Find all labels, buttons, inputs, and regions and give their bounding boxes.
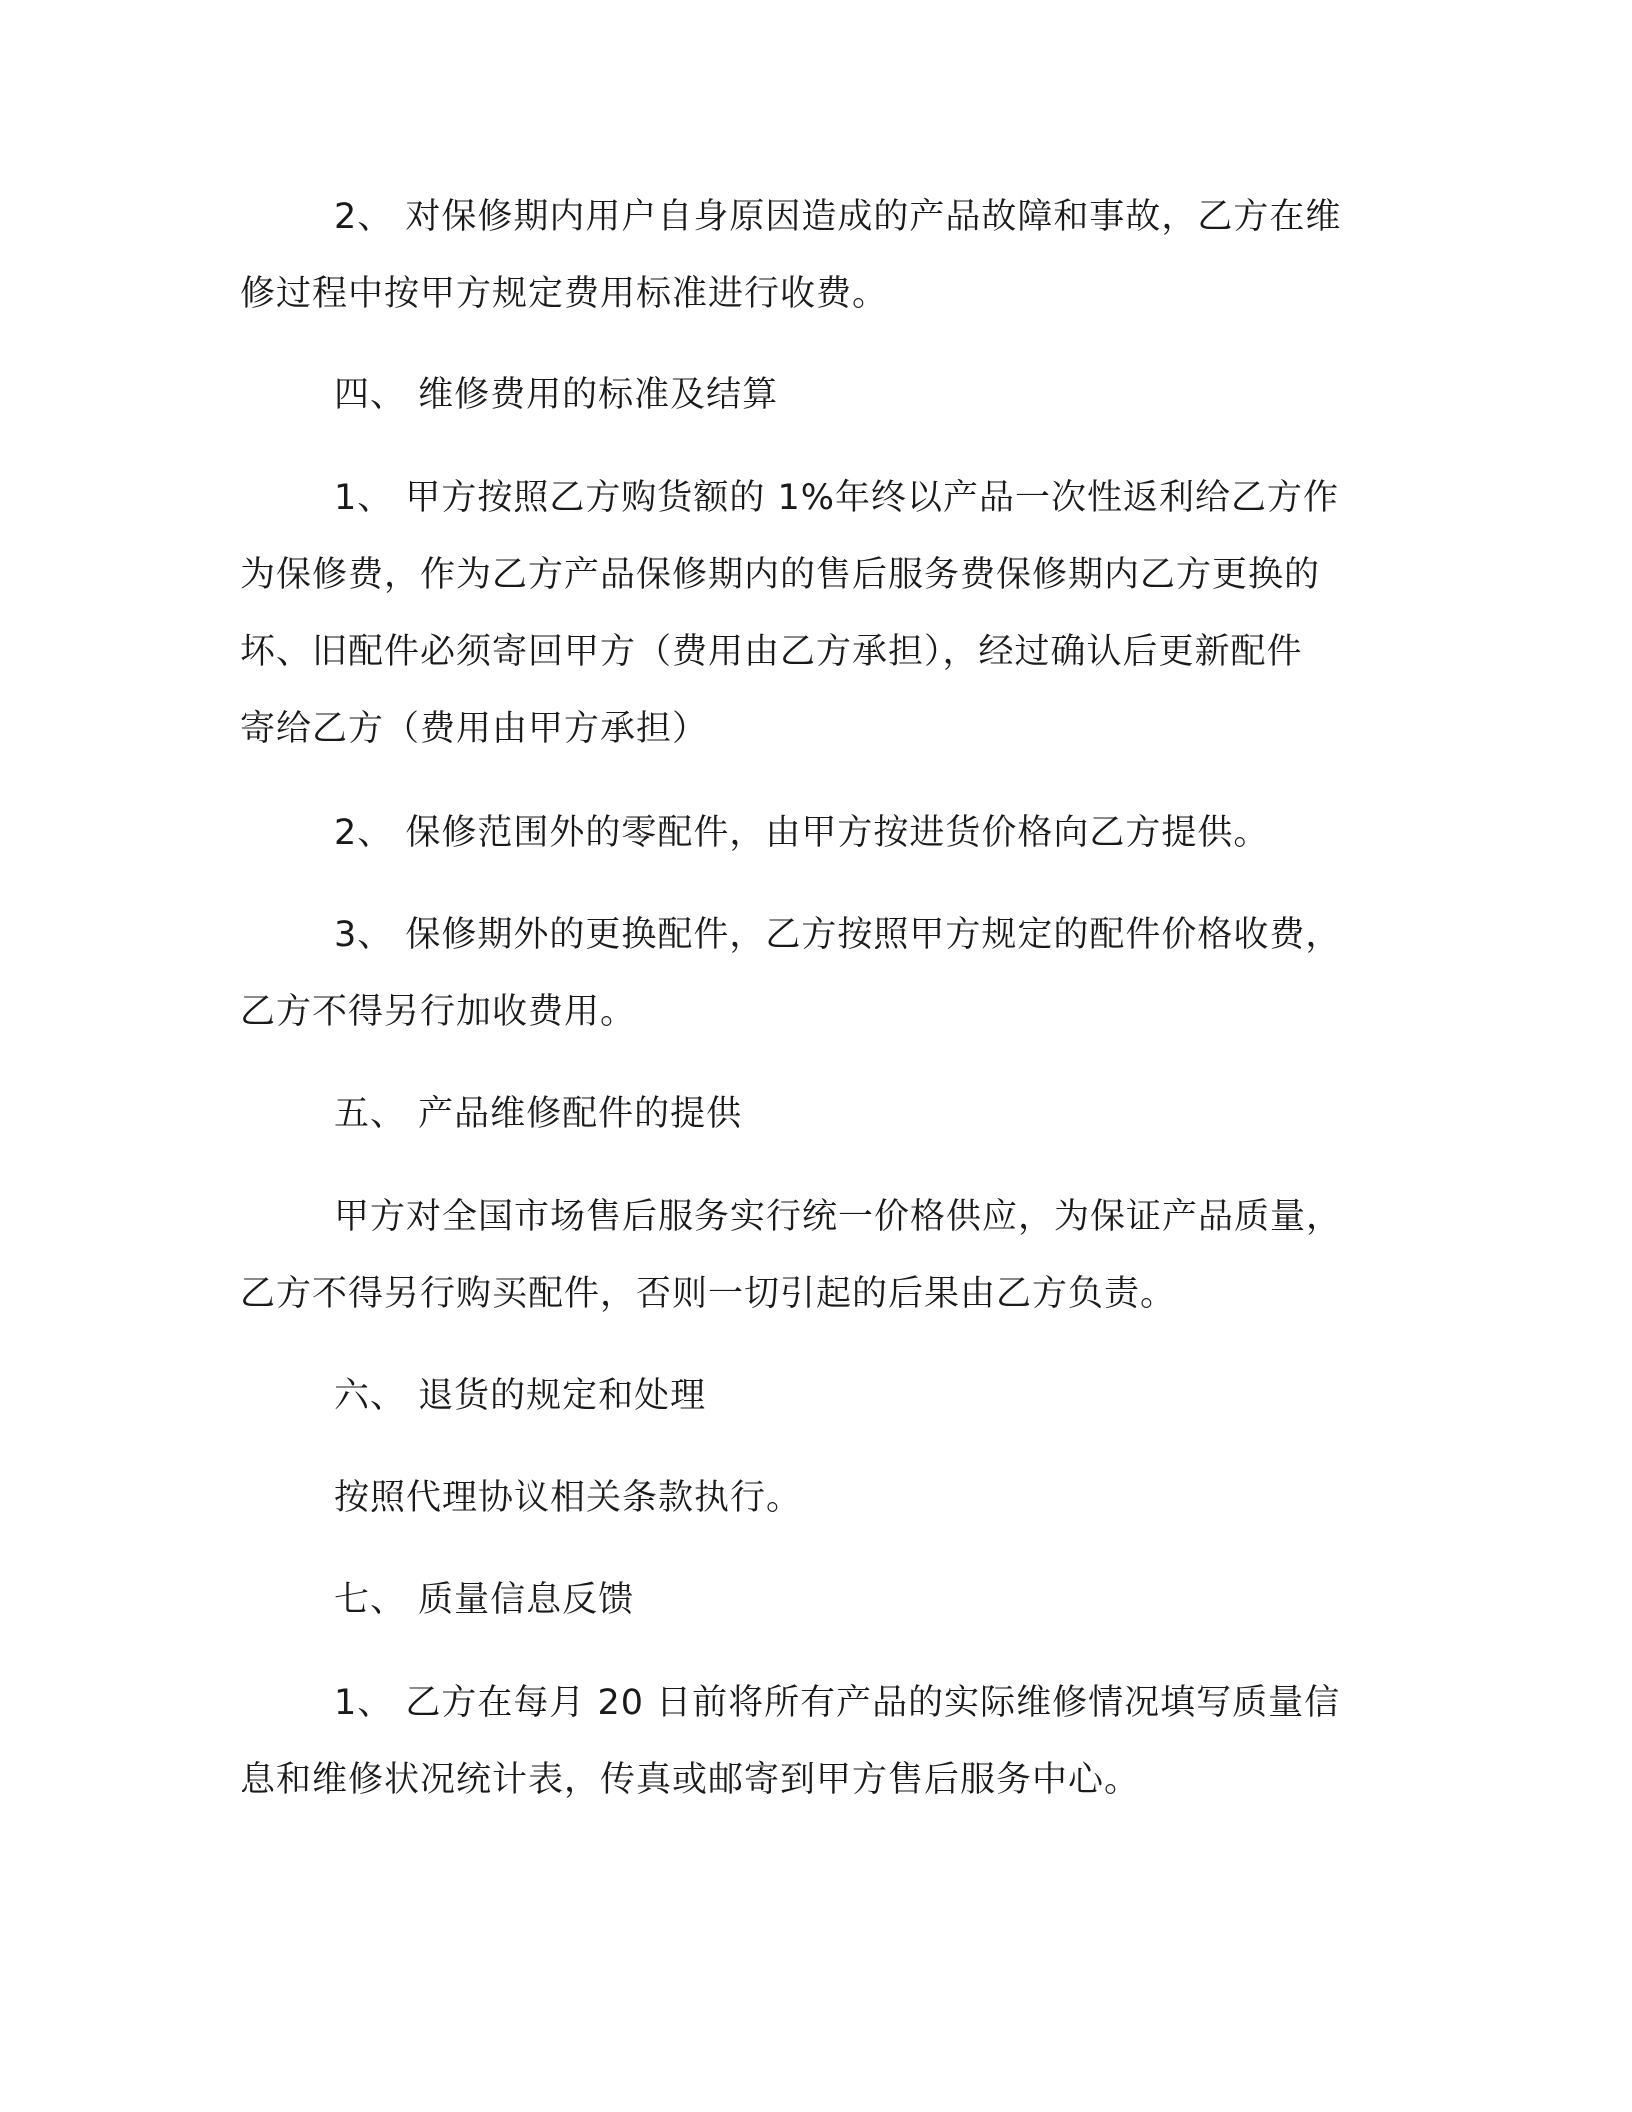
- para-4-line-1: 2、 保修范围外的零配件，由甲方按进货价格向乙方提供。: [334, 813, 1270, 853]
- para-9-line-1: 按照代理协议相关条款执行。: [334, 1478, 803, 1518]
- para-11-line-2: 息和维修状况统计表，传真或邮寄到甲方售后服务中心。: [240, 1760, 1141, 1800]
- para-3-line-4: 寄给乙方（费用由甲方承担）: [240, 709, 709, 749]
- para-3-line-2: 为保修费，作为乙方产品保修期内的售后服务费保修期内乙方更换的: [240, 555, 1321, 595]
- para-7-line-1: 甲方对全国市场售后服务实行统一价格供应，为保证产品质量，: [334, 1197, 1343, 1237]
- para-5-line-2: 乙方不得另行加收费用。: [240, 992, 637, 1032]
- section-heading-4: 四、 维修费用的标准及结算: [334, 375, 779, 415]
- section-heading-5: 五、 产品维修配件的提供: [334, 1094, 743, 1134]
- section-heading-6: 六、 退货的规定和处理: [334, 1376, 707, 1416]
- para-1-line-1: 2、 对保修期内用户自身原因造成的产品故障和事故，乙方在维: [334, 197, 1342, 237]
- para-1-line-2: 修过程中按甲方规定费用标准进行收费。: [240, 274, 889, 314]
- para-5-line-1: 3、 保修期外的更换配件，乙方按照甲方规定的配件价格收费，: [334, 915, 1342, 955]
- para-3-line-3: 坏、旧配件必须寄回甲方（费用由乙方承担），经过确认后更新配件: [240, 632, 1303, 672]
- para-11-line-1: 1、 乙方在每月 20 日前将所有产品的实际维修情况填写质量信: [334, 1683, 1341, 1723]
- section-heading-7: 七、 质量信息反馈: [334, 1580, 635, 1620]
- para-7-line-2: 乙方不得另行购买配件，否则一切引起的后果由乙方负责。: [240, 1274, 1177, 1314]
- para-3-line-1: 1、 甲方按照乙方购货额的 1%年终以产品一次性返利给乙方作: [334, 478, 1340, 518]
